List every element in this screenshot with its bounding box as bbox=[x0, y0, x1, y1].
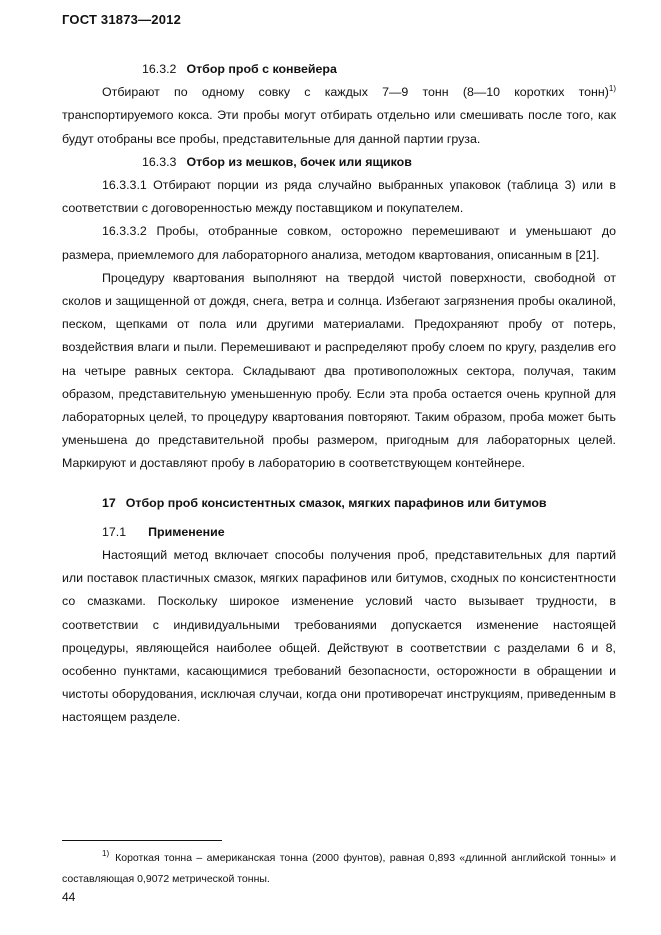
body-text bbox=[62, 58, 616, 730]
paragraph-text-continued: транспортируемого кокса. Эти пробы могут отбирать отдельно или смешивать после того, как будут отобраны все пробы, представительные для данной партии груза. bbox=[62, 108, 616, 146]
section-16-3-3-heading bbox=[62, 151, 616, 174]
paragraph-text: Отбирают по одному совку с каждых 7—9 тонн (8—10 коротких тонн) bbox=[102, 85, 609, 100]
paragraph-17-1: Настоящий метод включает способы получения проб, представительных для партий или поставок пластичных смазок, мягких парафинов или битумов, сходных по консистентности со смазками. Поскольку широкое изменение условий часто вызывает трудности, в соответствии с индивидуальными требованиями допускается изменение настоящей процедуры, являющейся наиболее общей. Действуют в соответствии с разделами 6 и 8, особенно пунктами, касающимися требований безопасности, осторожности в обращении и чистоты оборудования, исключая случаи, когда они противоречат инструкциям, приведенным в настоящем разделе. bbox=[62, 548, 616, 725]
footnote-reference[interactable]: 1) bbox=[608, 84, 616, 94]
section-number: 17.1 bbox=[102, 524, 127, 539]
paragraph-conveyor bbox=[62, 81, 616, 151]
section-17-1-heading bbox=[62, 521, 616, 544]
section-17-heading bbox=[62, 492, 616, 515]
footnote-mark: 1) bbox=[102, 849, 110, 858]
paragraph-quartering: Процедуру квартования выполняют на твердой чистой поверхности, свободной от сколов и защищенной от дождя, снега, ветра и солнца. Избегают загрязнения пробы окалиной, песком, щепками от пола или другими материалами. Предохраняют пробу от потерь, воздействия влаги и пыли. Перемешивают и распределяют пробу слоем по кругу, разделив его на четыре равных сектора. Складывают два противоположных сектора, получая, таким образом, представительную уменьшенную пробу. Если эта проба остается очень крупной для лабораторных целей, то процедуру квартования повторяют. Таким образом, проба может быть уменьшена до представительной пробы размером, пригодным для лабораторных целей. Маркируют и доставляют пробу в лабораторию в соответствующем контейнере. bbox=[62, 270, 616, 471]
section-title: Отбор проб с конвейера bbox=[186, 62, 337, 76]
standard-header: ГОСТ 31873—2012 bbox=[62, 12, 181, 27]
section-title: Отбор из мешков, бочек или ящиков bbox=[186, 154, 412, 169]
section-number: 16.3.2 bbox=[142, 62, 177, 76]
section-number: 17 bbox=[102, 495, 116, 510]
footnote bbox=[62, 848, 616, 890]
page-number: 44 bbox=[62, 890, 76, 904]
section-number: 16.3.3 bbox=[142, 154, 177, 169]
footnote-text: Короткая тонна – американская тонна (2000 фунтов), равная 0,893 «длинной английской тонны» и составляющая 0,9072 метрической тонны. bbox=[62, 852, 616, 885]
section-16-3-2-heading bbox=[62, 58, 616, 81]
section-title: Отбор проб консистентных смазок, мягких парафинов или битумов bbox=[125, 495, 547, 510]
paragraph-16-3-3-2: 16.3.3.2 Пробы, отобранные совком, осторожно перемешивают и уменьшают до размера, приемлемого для лабораторного анализа, методом квартования, описанным в [21]. bbox=[62, 224, 616, 262]
section-title: Применение bbox=[148, 524, 225, 539]
paragraph-16-3-3-1: 16.3.3.1 Отбирают порции из ряда случайно выбранных упаковок (таблица 3) или в соответствии с договоренностью между поставщиком и покупателем. bbox=[62, 178, 616, 216]
footnote-divider bbox=[62, 840, 222, 841]
